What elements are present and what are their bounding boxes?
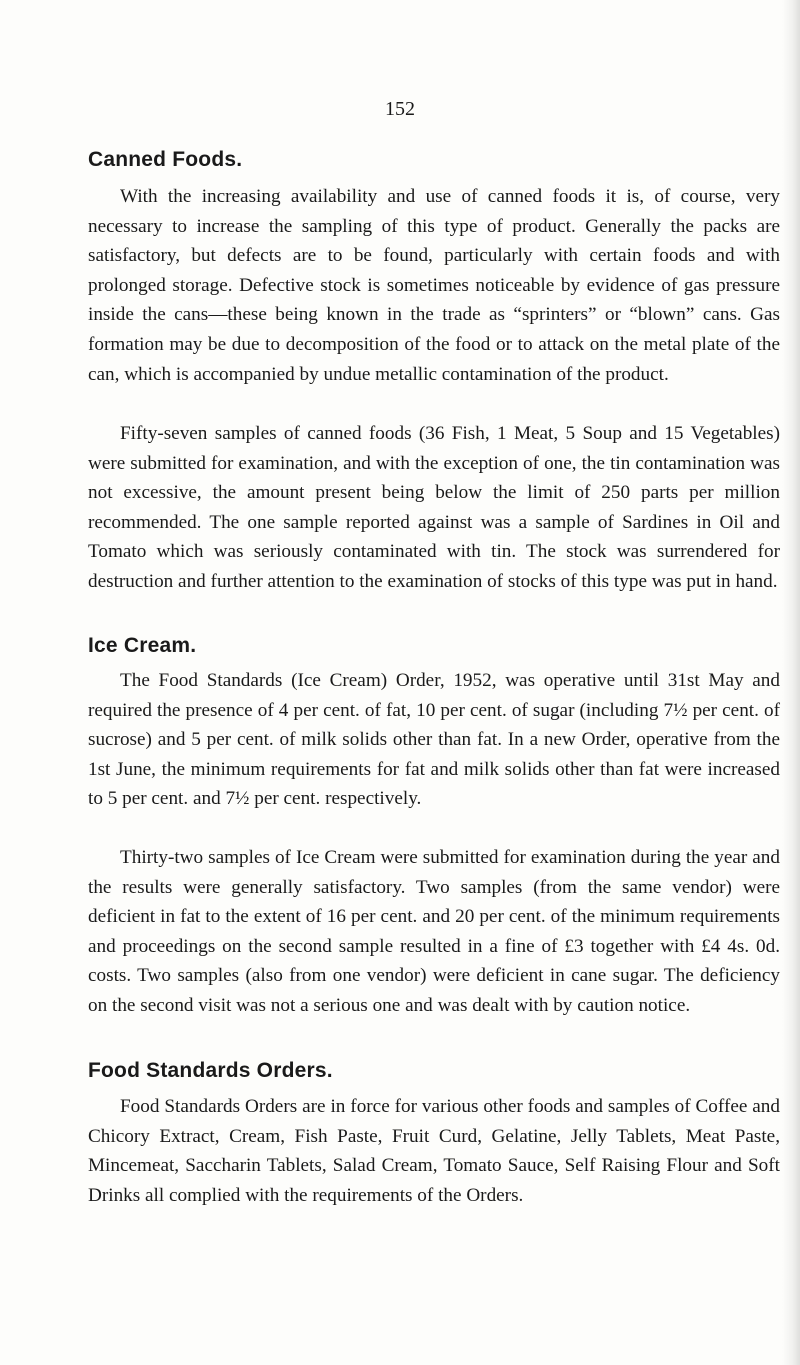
section-heading-ice-cream: Ice Cream. xyxy=(88,634,197,657)
paragraph-canned-foods-samples: Fifty-seven samples of canned foods (36 Fish, 1 Meat, 5 Soup and 15 Vegetables) were submitted for examination, and with the exception of one, the tin contamination was not excessive, the amount present being below the limit of 250 parts per million recommended. The one sample reported against was a sample of Sardines in Oil and Tomato which was seriously contaminated with tin. The stock was surrendered for destruction and further attention to the examination of stocks of this type was put in hand. xyxy=(88,423,780,592)
paragraph-canned-foods-intro: With the increasing availability and use of canned foods it is, of course, very necessary to increase the sampling of this type of product. Generally the packs are satisfactory, but defects are to be found, particularly with certain foods and with prolonged storage. Defective stock is sometimes noticeable by evidence of gas pressure inside the cans—these being known in the trade as “sprinters” or “blown” cans. Gas formation may be due to decomposition of the food or to attack on the metal plate of the can, which is accompanied by undue metallic contamination of the product. xyxy=(88,186,780,385)
page-number: 152 xyxy=(385,98,415,120)
paragraph-food-standards-orders: Food Standards Orders are in force for various other foods and samples of Coffee and Chicory Extract, Cream, Fish Paste, Fruit Curd, Gelatine, Jelly Tablets, Meat Paste, Mincemeat, Saccharin Tablets, Salad Cream, Tomato Sauce, Self Raising Flour and Soft Drinks all complied with the requirements of the Orders. xyxy=(88,1096,780,1206)
section-heading-canned-foods: Canned Foods. xyxy=(88,148,243,171)
paragraph-ice-cream-samples: Thirty-two samples of Ice Cream were submitted for examination during the year and the results were generally satisfactory. Two samples (from the same vendor) were deficient in fat to the extent of 16 per cent. and 20 per cent. of the minimum requirements and proceedings on the second sample resulted in a fine of £3 together with £4 4s. 0d. costs. Two samples (also from one vendor) were deficient in cane sugar. The deficiency on the second visit was not a serious one and was dealt with by caution notice. xyxy=(88,847,780,1016)
section-heading-food-standards-orders: Food Standards Orders. xyxy=(88,1059,333,1082)
page-edge-shadow xyxy=(782,0,800,1365)
paragraph-ice-cream-order: The Food Standards (Ice Cream) Order, 1952, was operative until 31st May and required the presence of 4 per cent. of fat, 10 per cent. of sugar (including 7½ per cent. of sucrose) and 5 per cent. of milk solids other than fat. In a new Order, operative from the 1st June, the minimum requirements for fat and milk solids other than fat were increased to 5 per cent. and 7½ per cent. respectively. xyxy=(88,670,780,810)
